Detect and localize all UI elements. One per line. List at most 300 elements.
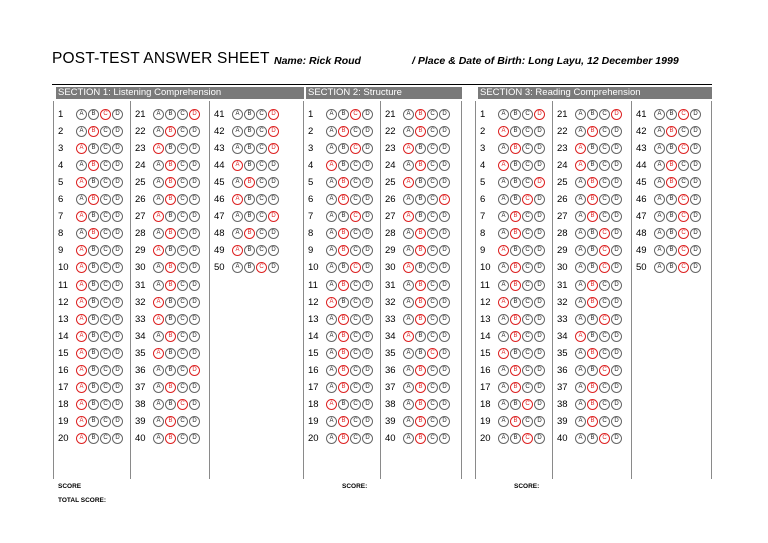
option-b-bubble[interactable]: B xyxy=(587,160,598,171)
option-a-bubble[interactable]: A xyxy=(403,211,414,222)
option-a-bubble[interactable]: A xyxy=(403,245,414,256)
option-a-bubble[interactable]: A xyxy=(153,331,164,342)
option-c-bubble[interactable]: C xyxy=(522,211,533,222)
option-d-bubble[interactable]: D xyxy=(439,160,450,171)
option-c-bubble[interactable]: C xyxy=(177,280,188,291)
option-b-bubble[interactable]: B xyxy=(165,245,176,256)
option-b-bubble[interactable]: B xyxy=(244,211,255,222)
option-d-bubble[interactable]: D xyxy=(189,228,200,239)
option-b-bubble[interactable]: B xyxy=(244,245,255,256)
option-c-bubble[interactable]: C xyxy=(100,245,111,256)
option-b-bubble[interactable]: B xyxy=(415,433,426,444)
option-b-bubble[interactable]: B xyxy=(338,297,349,308)
option-a-bubble[interactable]: A xyxy=(654,160,665,171)
option-a-bubble[interactable]: A xyxy=(498,126,509,137)
option-c-bubble[interactable]: C xyxy=(100,314,111,325)
option-d-bubble[interactable]: D xyxy=(439,262,450,273)
option-a-bubble[interactable]: A xyxy=(76,211,87,222)
option-a-bubble[interactable]: A xyxy=(575,262,586,273)
option-d-bubble[interactable]: D xyxy=(189,433,200,444)
option-d-bubble[interactable]: D xyxy=(611,245,622,256)
option-d-bubble[interactable]: D xyxy=(534,262,545,273)
option-c-bubble[interactable]: C xyxy=(522,382,533,393)
option-a-bubble[interactable]: A xyxy=(76,228,87,239)
option-a-bubble[interactable]: A xyxy=(498,416,509,427)
option-b-bubble[interactable]: B xyxy=(338,382,349,393)
option-c-bubble[interactable]: C xyxy=(100,143,111,154)
option-d-bubble[interactable]: D xyxy=(439,143,450,154)
option-c-bubble[interactable]: C xyxy=(177,177,188,188)
option-a-bubble[interactable]: A xyxy=(76,314,87,325)
option-d-bubble[interactable]: D xyxy=(112,160,123,171)
option-a-bubble[interactable]: A xyxy=(498,280,509,291)
option-d-bubble[interactable]: D xyxy=(439,194,450,205)
option-b-bubble[interactable]: B xyxy=(666,262,677,273)
option-c-bubble[interactable]: C xyxy=(256,194,267,205)
option-c-bubble[interactable]: C xyxy=(100,382,111,393)
option-d-bubble[interactable]: D xyxy=(362,109,373,120)
option-d-bubble[interactable]: D xyxy=(112,177,123,188)
option-b-bubble[interactable]: B xyxy=(88,416,99,427)
option-d-bubble[interactable]: D xyxy=(112,126,123,137)
option-b-bubble[interactable]: B xyxy=(165,228,176,239)
option-b-bubble[interactable]: B xyxy=(415,245,426,256)
option-c-bubble[interactable]: C xyxy=(427,416,438,427)
option-c-bubble[interactable]: C xyxy=(599,194,610,205)
option-a-bubble[interactable]: A xyxy=(326,416,337,427)
option-d-bubble[interactable]: D xyxy=(439,331,450,342)
option-c-bubble[interactable]: C xyxy=(522,331,533,342)
option-c-bubble[interactable]: C xyxy=(427,177,438,188)
option-c-bubble[interactable]: C xyxy=(599,177,610,188)
option-b-bubble[interactable]: B xyxy=(510,160,521,171)
option-c-bubble[interactable]: C xyxy=(599,211,610,222)
option-b-bubble[interactable]: B xyxy=(510,348,521,359)
option-a-bubble[interactable]: A xyxy=(403,382,414,393)
option-a-bubble[interactable]: A xyxy=(498,433,509,444)
option-b-bubble[interactable]: B xyxy=(338,228,349,239)
option-a-bubble[interactable]: A xyxy=(654,109,665,120)
option-b-bubble[interactable]: B xyxy=(165,314,176,325)
option-b-bubble[interactable]: B xyxy=(338,211,349,222)
option-c-bubble[interactable]: C xyxy=(427,262,438,273)
option-c-bubble[interactable]: C xyxy=(350,314,361,325)
option-d-bubble[interactable]: D xyxy=(439,297,450,308)
option-d-bubble[interactable]: D xyxy=(189,365,200,376)
option-d-bubble[interactable]: D xyxy=(611,433,622,444)
option-a-bubble[interactable]: A xyxy=(232,194,243,205)
option-b-bubble[interactable]: B xyxy=(165,416,176,427)
option-a-bubble[interactable]: A xyxy=(575,245,586,256)
option-d-bubble[interactable]: D xyxy=(611,262,622,273)
option-b-bubble[interactable]: B xyxy=(666,160,677,171)
option-a-bubble[interactable]: A xyxy=(153,177,164,188)
option-b-bubble[interactable]: B xyxy=(415,228,426,239)
option-b-bubble[interactable]: B xyxy=(510,280,521,291)
option-b-bubble[interactable]: B xyxy=(338,126,349,137)
option-c-bubble[interactable]: C xyxy=(522,416,533,427)
option-d-bubble[interactable]: D xyxy=(112,143,123,154)
option-b-bubble[interactable]: B xyxy=(510,365,521,376)
option-b-bubble[interactable]: B xyxy=(244,109,255,120)
option-d-bubble[interactable]: D xyxy=(189,314,200,325)
option-d-bubble[interactable]: D xyxy=(112,109,123,120)
option-a-bubble[interactable]: A xyxy=(403,109,414,120)
option-b-bubble[interactable]: B xyxy=(510,382,521,393)
option-c-bubble[interactable]: C xyxy=(350,126,361,137)
option-d-bubble[interactable]: D xyxy=(112,348,123,359)
option-a-bubble[interactable]: A xyxy=(326,348,337,359)
option-d-bubble[interactable]: D xyxy=(189,126,200,137)
option-a-bubble[interactable]: A xyxy=(575,160,586,171)
option-d-bubble[interactable]: D xyxy=(362,194,373,205)
option-b-bubble[interactable]: B xyxy=(415,331,426,342)
option-a-bubble[interactable]: A xyxy=(403,314,414,325)
option-c-bubble[interactable]: C xyxy=(522,228,533,239)
option-c-bubble[interactable]: C xyxy=(177,433,188,444)
option-a-bubble[interactable]: A xyxy=(575,126,586,137)
option-a-bubble[interactable]: A xyxy=(153,211,164,222)
option-c-bubble[interactable]: C xyxy=(522,126,533,137)
option-c-bubble[interactable]: C xyxy=(599,160,610,171)
option-b-bubble[interactable]: B xyxy=(88,143,99,154)
option-b-bubble[interactable]: B xyxy=(165,143,176,154)
option-c-bubble[interactable]: C xyxy=(177,297,188,308)
option-c-bubble[interactable]: C xyxy=(177,228,188,239)
option-b-bubble[interactable]: B xyxy=(587,280,598,291)
option-b-bubble[interactable]: B xyxy=(338,399,349,410)
option-b-bubble[interactable]: B xyxy=(165,126,176,137)
option-a-bubble[interactable]: A xyxy=(498,160,509,171)
option-a-bubble[interactable]: A xyxy=(326,365,337,376)
option-d-bubble[interactable]: D xyxy=(611,211,622,222)
option-d-bubble[interactable]: D xyxy=(268,126,279,137)
option-b-bubble[interactable]: B xyxy=(338,365,349,376)
option-a-bubble[interactable]: A xyxy=(76,433,87,444)
option-a-bubble[interactable]: A xyxy=(326,314,337,325)
option-c-bubble[interactable]: C xyxy=(599,382,610,393)
option-c-bubble[interactable]: C xyxy=(100,211,111,222)
option-b-bubble[interactable]: B xyxy=(338,314,349,325)
option-c-bubble[interactable]: C xyxy=(350,348,361,359)
option-b-bubble[interactable]: B xyxy=(338,245,349,256)
option-a-bubble[interactable]: A xyxy=(153,399,164,410)
option-d-bubble[interactable]: D xyxy=(362,280,373,291)
option-d-bubble[interactable]: D xyxy=(362,143,373,154)
option-b-bubble[interactable]: B xyxy=(88,194,99,205)
option-b-bubble[interactable]: B xyxy=(338,262,349,273)
option-a-bubble[interactable]: A xyxy=(575,143,586,154)
option-a-bubble[interactable]: A xyxy=(326,280,337,291)
option-b-bubble[interactable]: B xyxy=(88,331,99,342)
option-c-bubble[interactable]: C xyxy=(522,348,533,359)
option-c-bubble[interactable]: C xyxy=(427,297,438,308)
option-d-bubble[interactable]: D xyxy=(268,143,279,154)
option-d-bubble[interactable]: D xyxy=(112,297,123,308)
option-a-bubble[interactable]: A xyxy=(153,245,164,256)
option-c-bubble[interactable]: C xyxy=(100,365,111,376)
option-b-bubble[interactable]: B xyxy=(510,211,521,222)
option-b-bubble[interactable]: B xyxy=(88,348,99,359)
option-d-bubble[interactable]: D xyxy=(439,382,450,393)
option-d-bubble[interactable]: D xyxy=(611,416,622,427)
option-b-bubble[interactable]: B xyxy=(587,143,598,154)
option-d-bubble[interactable]: D xyxy=(439,109,450,120)
option-c-bubble[interactable]: C xyxy=(177,211,188,222)
option-b-bubble[interactable]: B xyxy=(165,433,176,444)
option-a-bubble[interactable]: A xyxy=(498,143,509,154)
option-b-bubble[interactable]: B xyxy=(338,109,349,120)
option-b-bubble[interactable]: B xyxy=(338,331,349,342)
option-a-bubble[interactable]: A xyxy=(232,228,243,239)
option-b-bubble[interactable]: B xyxy=(587,314,598,325)
option-a-bubble[interactable]: A xyxy=(575,416,586,427)
option-c-bubble[interactable]: C xyxy=(599,109,610,120)
option-a-bubble[interactable]: A xyxy=(153,382,164,393)
option-c-bubble[interactable]: C xyxy=(599,228,610,239)
option-c-bubble[interactable]: C xyxy=(350,160,361,171)
option-c-bubble[interactable]: C xyxy=(678,177,689,188)
option-b-bubble[interactable]: B xyxy=(510,416,521,427)
option-b-bubble[interactable]: B xyxy=(587,211,598,222)
option-c-bubble[interactable]: C xyxy=(599,245,610,256)
option-b-bubble[interactable]: B xyxy=(587,126,598,137)
option-b-bubble[interactable]: B xyxy=(165,348,176,359)
option-a-bubble[interactable]: A xyxy=(76,126,87,137)
option-d-bubble[interactable]: D xyxy=(611,297,622,308)
option-a-bubble[interactable]: A xyxy=(326,262,337,273)
option-d-bubble[interactable]: D xyxy=(268,177,279,188)
option-d-bubble[interactable]: D xyxy=(534,194,545,205)
option-d-bubble[interactable]: D xyxy=(189,245,200,256)
option-a-bubble[interactable]: A xyxy=(232,262,243,273)
option-d-bubble[interactable]: D xyxy=(189,399,200,410)
option-c-bubble[interactable]: C xyxy=(350,382,361,393)
option-b-bubble[interactable]: B xyxy=(338,160,349,171)
option-d-bubble[interactable]: D xyxy=(534,348,545,359)
option-a-bubble[interactable]: A xyxy=(326,126,337,137)
option-b-bubble[interactable]: B xyxy=(510,331,521,342)
option-d-bubble[interactable]: D xyxy=(362,365,373,376)
option-b-bubble[interactable]: B xyxy=(587,365,598,376)
option-b-bubble[interactable]: B xyxy=(165,160,176,171)
option-d-bubble[interactable]: D xyxy=(362,382,373,393)
option-a-bubble[interactable]: A xyxy=(326,382,337,393)
option-b-bubble[interactable]: B xyxy=(165,109,176,120)
option-a-bubble[interactable]: A xyxy=(153,416,164,427)
option-a-bubble[interactable]: A xyxy=(403,194,414,205)
option-b-bubble[interactable]: B xyxy=(165,211,176,222)
option-d-bubble[interactable]: D xyxy=(112,331,123,342)
option-d-bubble[interactable]: D xyxy=(189,109,200,120)
option-c-bubble[interactable]: C xyxy=(100,399,111,410)
option-c-bubble[interactable]: C xyxy=(678,245,689,256)
option-d-bubble[interactable]: D xyxy=(189,280,200,291)
option-d-bubble[interactable]: D xyxy=(362,399,373,410)
option-a-bubble[interactable]: A xyxy=(403,126,414,137)
option-d-bubble[interactable]: D xyxy=(362,331,373,342)
option-c-bubble[interactable]: C xyxy=(427,109,438,120)
option-b-bubble[interactable]: B xyxy=(510,228,521,239)
option-d-bubble[interactable]: D xyxy=(690,143,701,154)
option-d-bubble[interactable]: D xyxy=(189,262,200,273)
option-d-bubble[interactable]: D xyxy=(268,262,279,273)
option-d-bubble[interactable]: D xyxy=(189,348,200,359)
option-d-bubble[interactable]: D xyxy=(189,416,200,427)
option-c-bubble[interactable]: C xyxy=(599,348,610,359)
option-c-bubble[interactable]: C xyxy=(678,262,689,273)
option-c-bubble[interactable]: C xyxy=(350,194,361,205)
option-c-bubble[interactable]: C xyxy=(100,194,111,205)
option-b-bubble[interactable]: B xyxy=(415,177,426,188)
option-c-bubble[interactable]: C xyxy=(177,262,188,273)
option-a-bubble[interactable]: A xyxy=(498,331,509,342)
option-b-bubble[interactable]: B xyxy=(415,160,426,171)
option-c-bubble[interactable]: C xyxy=(100,433,111,444)
option-c-bubble[interactable]: C xyxy=(522,433,533,444)
option-a-bubble[interactable]: A xyxy=(153,314,164,325)
option-c-bubble[interactable]: C xyxy=(177,126,188,137)
option-c-bubble[interactable]: C xyxy=(522,194,533,205)
option-a-bubble[interactable]: A xyxy=(575,280,586,291)
option-a-bubble[interactable]: A xyxy=(575,382,586,393)
option-a-bubble[interactable]: A xyxy=(153,348,164,359)
option-b-bubble[interactable]: B xyxy=(165,382,176,393)
option-d-bubble[interactable]: D xyxy=(534,109,545,120)
option-b-bubble[interactable]: B xyxy=(510,433,521,444)
option-c-bubble[interactable]: C xyxy=(177,365,188,376)
option-c-bubble[interactable]: C xyxy=(427,399,438,410)
option-a-bubble[interactable]: A xyxy=(153,365,164,376)
option-b-bubble[interactable]: B xyxy=(415,416,426,427)
option-c-bubble[interactable]: C xyxy=(177,382,188,393)
option-b-bubble[interactable]: B xyxy=(165,297,176,308)
option-a-bubble[interactable]: A xyxy=(654,211,665,222)
option-a-bubble[interactable]: A xyxy=(498,211,509,222)
option-a-bubble[interactable]: A xyxy=(403,365,414,376)
option-d-bubble[interactable]: D xyxy=(112,433,123,444)
option-c-bubble[interactable]: C xyxy=(256,126,267,137)
option-a-bubble[interactable]: A xyxy=(153,109,164,120)
option-b-bubble[interactable]: B xyxy=(510,297,521,308)
option-a-bubble[interactable]: A xyxy=(403,416,414,427)
option-c-bubble[interactable]: C xyxy=(177,109,188,120)
option-b-bubble[interactable]: B xyxy=(244,194,255,205)
option-a-bubble[interactable]: A xyxy=(326,433,337,444)
option-d-bubble[interactable]: D xyxy=(189,297,200,308)
option-a-bubble[interactable]: A xyxy=(575,433,586,444)
option-c-bubble[interactable]: C xyxy=(522,297,533,308)
option-b-bubble[interactable]: B xyxy=(510,194,521,205)
option-a-bubble[interactable]: A xyxy=(498,348,509,359)
option-b-bubble[interactable]: B xyxy=(666,245,677,256)
option-c-bubble[interactable]: C xyxy=(427,126,438,137)
option-a-bubble[interactable]: A xyxy=(654,262,665,273)
option-b-bubble[interactable]: B xyxy=(510,399,521,410)
option-d-bubble[interactable]: D xyxy=(690,211,701,222)
option-a-bubble[interactable]: A xyxy=(76,262,87,273)
option-b-bubble[interactable]: B xyxy=(415,365,426,376)
option-b-bubble[interactable]: B xyxy=(415,280,426,291)
option-a-bubble[interactable]: A xyxy=(326,331,337,342)
option-d-bubble[interactable]: D xyxy=(112,245,123,256)
option-c-bubble[interactable]: C xyxy=(177,331,188,342)
option-d-bubble[interactable]: D xyxy=(439,365,450,376)
option-d-bubble[interactable]: D xyxy=(362,211,373,222)
option-d-bubble[interactable]: D xyxy=(611,365,622,376)
option-a-bubble[interactable]: A xyxy=(498,297,509,308)
option-c-bubble[interactable]: C xyxy=(678,211,689,222)
option-c-bubble[interactable]: C xyxy=(522,262,533,273)
option-d-bubble[interactable]: D xyxy=(268,211,279,222)
option-d-bubble[interactable]: D xyxy=(534,160,545,171)
option-a-bubble[interactable]: A xyxy=(498,382,509,393)
option-d-bubble[interactable]: D xyxy=(112,228,123,239)
option-d-bubble[interactable]: D xyxy=(362,228,373,239)
option-a-bubble[interactable]: A xyxy=(326,297,337,308)
option-d-bubble[interactable]: D xyxy=(439,126,450,137)
option-c-bubble[interactable]: C xyxy=(427,211,438,222)
option-a-bubble[interactable]: A xyxy=(654,177,665,188)
option-d-bubble[interactable]: D xyxy=(439,433,450,444)
option-a-bubble[interactable]: A xyxy=(575,365,586,376)
option-c-bubble[interactable]: C xyxy=(350,245,361,256)
option-b-bubble[interactable]: B xyxy=(88,126,99,137)
option-a-bubble[interactable]: A xyxy=(76,365,87,376)
option-d-bubble[interactable]: D xyxy=(362,297,373,308)
option-c-bubble[interactable]: C xyxy=(350,399,361,410)
option-a-bubble[interactable]: A xyxy=(403,262,414,273)
option-d-bubble[interactable]: D xyxy=(690,177,701,188)
option-d-bubble[interactable]: D xyxy=(611,382,622,393)
option-d-bubble[interactable]: D xyxy=(690,262,701,273)
option-b-bubble[interactable]: B xyxy=(88,262,99,273)
option-d-bubble[interactable]: D xyxy=(534,331,545,342)
option-d-bubble[interactable]: D xyxy=(611,348,622,359)
option-d-bubble[interactable]: D xyxy=(690,160,701,171)
option-d-bubble[interactable]: D xyxy=(611,126,622,137)
option-d-bubble[interactable]: D xyxy=(690,126,701,137)
option-b-bubble[interactable]: B xyxy=(587,262,598,273)
option-c-bubble[interactable]: C xyxy=(427,331,438,342)
option-c-bubble[interactable]: C xyxy=(177,399,188,410)
option-d-bubble[interactable]: D xyxy=(112,382,123,393)
option-b-bubble[interactable]: B xyxy=(510,314,521,325)
option-c-bubble[interactable]: C xyxy=(427,433,438,444)
option-a-bubble[interactable]: A xyxy=(153,262,164,273)
option-b-bubble[interactable]: B xyxy=(88,280,99,291)
option-d-bubble[interactable]: D xyxy=(268,160,279,171)
option-d-bubble[interactable]: D xyxy=(112,262,123,273)
option-d-bubble[interactable]: D xyxy=(189,160,200,171)
option-c-bubble[interactable]: C xyxy=(599,143,610,154)
option-c-bubble[interactable]: C xyxy=(100,177,111,188)
option-d-bubble[interactable]: D xyxy=(534,314,545,325)
option-d-bubble[interactable]: D xyxy=(112,416,123,427)
option-a-bubble[interactable]: A xyxy=(498,245,509,256)
option-d-bubble[interactable]: D xyxy=(112,365,123,376)
option-c-bubble[interactable]: C xyxy=(599,416,610,427)
option-b-bubble[interactable]: B xyxy=(666,126,677,137)
option-d-bubble[interactable]: D xyxy=(534,382,545,393)
option-a-bubble[interactable]: A xyxy=(76,194,87,205)
option-c-bubble[interactable]: C xyxy=(522,280,533,291)
option-c-bubble[interactable]: C xyxy=(256,177,267,188)
option-c-bubble[interactable]: C xyxy=(678,126,689,137)
option-d-bubble[interactable]: D xyxy=(112,280,123,291)
option-d-bubble[interactable]: D xyxy=(362,416,373,427)
option-c-bubble[interactable]: C xyxy=(256,228,267,239)
